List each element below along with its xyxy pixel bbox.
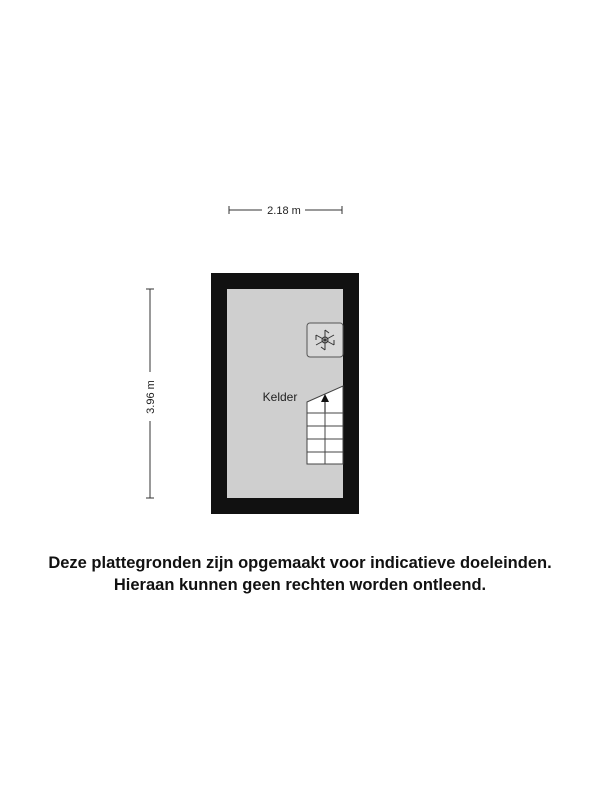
height-label: 3.96 m (145, 380, 157, 414)
fan-unit (307, 323, 343, 357)
height-dimension (145, 289, 157, 498)
disclaimer-line-2: Hieraan kunnen geen rechten worden ontleend. (113, 576, 487, 594)
width-label: 2.18 m (267, 205, 301, 217)
disclaimer (0, 552, 600, 596)
disclaimer-line-1: Deze plattegronden zijn opgemaakt voor indicatieve doeleinden. (48, 554, 552, 572)
room-label-kelder: Kelder (262, 390, 298, 404)
width-dimension (229, 205, 342, 217)
